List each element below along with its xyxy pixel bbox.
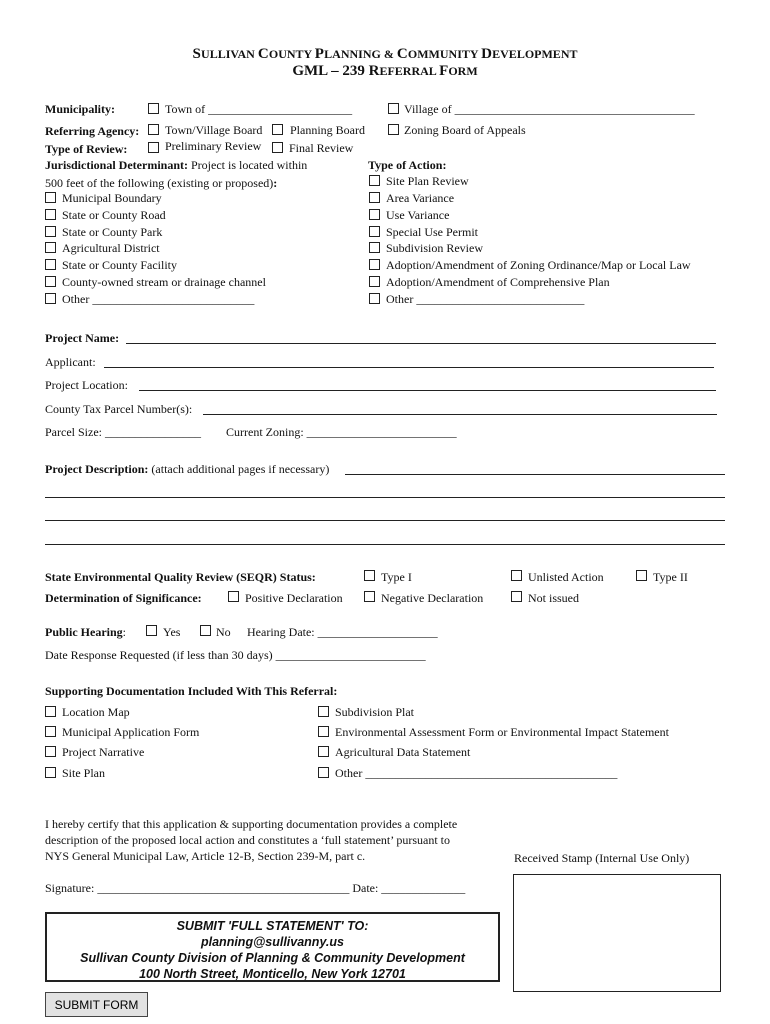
action-item-4-label: Subdivision Review (386, 241, 484, 255)
type-ii-label: Type II (653, 570, 688, 584)
action-item-2-checkbox[interactable] (369, 209, 380, 220)
action-item-0-checkbox[interactable] (369, 175, 380, 186)
jurisdiction-item-1-checkbox[interactable] (45, 209, 56, 220)
received-stamp-label: Received Stamp (Internal Use Only) (514, 851, 690, 865)
action-item-6-label: Adoption/Amendment of Comprehensive Plan (386, 275, 610, 289)
description-line-1[interactable] (345, 474, 725, 475)
action-item-7-label: Other ____________________________ (386, 292, 585, 306)
support-left-1-checkbox[interactable] (45, 726, 56, 737)
preliminary-review-checkbox[interactable] (148, 142, 159, 153)
tax-parcel-label: County Tax Parcel Number(s): (45, 402, 193, 416)
town-village-board-label: Town/Village Board (165, 123, 263, 137)
parcel-size-field[interactable]: ________________ (104, 425, 201, 439)
submit-email[interactable]: planning@sullivanny.us (201, 935, 344, 949)
jurisdiction-item-0-label: Municipal Boundary (62, 191, 162, 205)
project-name-line[interactable] (126, 343, 716, 344)
signature-date-field[interactable]: Signature: __________________________________________ Date: ______________ (45, 881, 466, 895)
positive-declaration-label: Positive Declaration (245, 591, 343, 605)
hearing-no-label: No (216, 625, 231, 639)
significance-label: Determination of Significance: (45, 591, 202, 605)
support-right-3-label: Other __________________________________________ (335, 766, 618, 780)
support-right-0-label: Subdivision Plat (335, 705, 415, 719)
jurisdiction-item-1-label: State or County Road (62, 208, 166, 222)
submit-form-button[interactable]: SUBMIT FORM (45, 992, 148, 1017)
form-title-line1: SULLIVAN COUNTY PLANNING & COMMUNITY DEVELOPMENT (192, 46, 578, 62)
support-right-1-checkbox[interactable] (318, 726, 329, 737)
certify-line-3: NYS General Municipal Law, Article 12-B, Section 239-M, part c. (45, 849, 366, 863)
positive-declaration-checkbox[interactable] (228, 591, 239, 602)
project-name-label: Project Name: (45, 331, 120, 345)
jurisdiction-item-4-checkbox[interactable] (45, 259, 56, 270)
action-item-3-label: Special Use Permit (386, 225, 478, 239)
project-description-label: Project Description: (attach additional pages if necessary) (45, 462, 330, 476)
town-field[interactable]: Town of ________________________ (165, 102, 353, 116)
action-item-1-label: Area Variance (386, 191, 455, 205)
support-right-2-checkbox[interactable] (318, 746, 329, 757)
referring-agency-label: Referring Agency: (45, 124, 140, 138)
form-title-line2: GML – 239 REFERRAL FORM (292, 63, 478, 79)
jurisdiction-item-2-label: State or County Park (62, 225, 163, 239)
unlisted-action-label: Unlisted Action (528, 570, 604, 584)
support-right-0-checkbox[interactable] (318, 706, 329, 717)
received-stamp-box (513, 874, 721, 992)
support-left-0-checkbox[interactable] (45, 706, 56, 717)
final-review-label: Final Review (289, 141, 354, 155)
planning-board-label: Planning Board (290, 123, 365, 137)
current-zoning-label: Current Zoning: _________________________ (226, 425, 457, 439)
negative-declaration-label: Negative Declaration (381, 591, 484, 605)
support-right-2-label: Agricultural Data Statement (335, 745, 471, 759)
action-item-2-label: Use Variance (386, 208, 450, 222)
support-left-0-label: Location Map (62, 705, 130, 719)
jurisdictional-subheading: 500 feet of the following (existing or proposed): (45, 176, 278, 190)
jurisdiction-item-5-label: County-owned stream or drainage channel (62, 275, 266, 289)
description-line-2[interactable] (45, 497, 725, 498)
project-location-label: Project Location: (45, 378, 128, 392)
project-location-line[interactable] (139, 390, 716, 391)
zoning-board-checkbox[interactable] (388, 124, 399, 135)
jurisdiction-item-6-checkbox[interactable] (45, 293, 56, 304)
jurisdiction-item-3-checkbox[interactable] (45, 242, 56, 253)
zoning-board-label: Zoning Board of Appeals (404, 123, 526, 137)
public-hearing-label: Public Hearing: (45, 625, 127, 639)
jurisdiction-item-6-label: Other ___________________________ (62, 292, 255, 306)
submit-division: Sullivan County Division of Planning & Community Development (80, 951, 465, 965)
hearing-date-field[interactable]: Hearing Date: ____________________ (247, 625, 438, 639)
support-left-3-checkbox[interactable] (45, 767, 56, 778)
village-field[interactable]: Village of ________________________________________ (404, 102, 695, 116)
final-review-checkbox[interactable] (272, 142, 283, 153)
support-left-3-label: Site Plan (62, 766, 106, 780)
unlisted-action-checkbox[interactable] (511, 570, 522, 581)
response-date-field[interactable]: Date Response Requested (if less than 30 days) _________________________ (45, 648, 426, 662)
action-item-1-checkbox[interactable] (369, 192, 380, 203)
support-left-2-checkbox[interactable] (45, 746, 56, 757)
certify-line-1: I hereby certify that this application & supporting documentation provides a complete (45, 817, 458, 831)
action-item-4-checkbox[interactable] (369, 242, 380, 253)
type-i-checkbox[interactable] (364, 570, 375, 581)
type-of-action-label: Type of Action: (368, 158, 447, 172)
jurisdiction-item-0-checkbox[interactable] (45, 192, 56, 203)
municipality-label: Municipality: (45, 102, 116, 116)
action-item-7-checkbox[interactable] (369, 293, 380, 304)
action-item-3-checkbox[interactable] (369, 226, 380, 237)
village-checkbox[interactable] (388, 103, 399, 114)
action-item-5-label: Adoption/Amendment of Zoning Ordinance/Map or Local Law (386, 258, 691, 272)
hearing-no-checkbox[interactable] (200, 625, 211, 636)
hearing-yes-checkbox[interactable] (146, 625, 157, 636)
type-ii-checkbox[interactable] (636, 570, 647, 581)
action-item-6-checkbox[interactable] (369, 276, 380, 287)
submit-heading: SUBMIT 'FULL STATEMENT' TO: (176, 919, 369, 933)
negative-declaration-checkbox[interactable] (364, 591, 375, 602)
not-issued-label: Not issued (528, 591, 579, 605)
town-village-board-checkbox[interactable] (148, 124, 159, 135)
current-zoning-field[interactable]: _________________________ (306, 425, 457, 439)
seqr-status-label: State Environmental Quality Review (SEQR) Status: (45, 570, 316, 584)
applicant-label: Applicant: (45, 355, 96, 369)
support-left-1-label: Municipal Application Form (62, 725, 200, 739)
not-issued-checkbox[interactable] (511, 591, 522, 602)
support-right-3-checkbox[interactable] (318, 767, 329, 778)
submit-instructions (45, 912, 500, 982)
description-line-4[interactable] (45, 544, 725, 545)
jurisdiction-item-3-label: Agricultural District (62, 241, 160, 255)
preliminary-review-label: Preliminary Review (165, 139, 262, 153)
parcel-size-label: Parcel Size: ________________ (45, 425, 201, 439)
certify-line-2: description of the proposed local action and constitutes a ‘full statement’ pursuant to (45, 833, 450, 847)
jurisdiction-item-4-label: State or County Facility (62, 258, 177, 272)
support-left-2-label: Project Narrative (62, 745, 145, 759)
action-item-0-label: Site Plan Review (386, 174, 469, 188)
submit-address: 100 North Street, Monticello, New York 12701 (139, 967, 406, 981)
type-i-label: Type I (381, 570, 412, 584)
applicant-line[interactable] (104, 367, 714, 368)
tax-parcel-line[interactable] (203, 414, 717, 415)
jurisdiction-item-5-checkbox[interactable] (45, 276, 56, 287)
town-checkbox[interactable] (148, 103, 159, 114)
supporting-docs-label: Supporting Documentation Included With This Referral: (45, 684, 338, 698)
description-line-3[interactable] (45, 520, 725, 521)
jurisdiction-item-2-checkbox[interactable] (45, 226, 56, 237)
action-item-5-checkbox[interactable] (369, 259, 380, 270)
support-right-1-label: Environmental Assessment Form or Environmental Impact Statement (335, 725, 669, 739)
planning-board-checkbox[interactable] (272, 124, 283, 135)
jurisdictional-heading: Jurisdictional Determinant: Project is located within (45, 158, 308, 172)
hearing-yes-label: Yes (163, 625, 181, 639)
type-of-review-label: Type of Review: (45, 142, 128, 156)
